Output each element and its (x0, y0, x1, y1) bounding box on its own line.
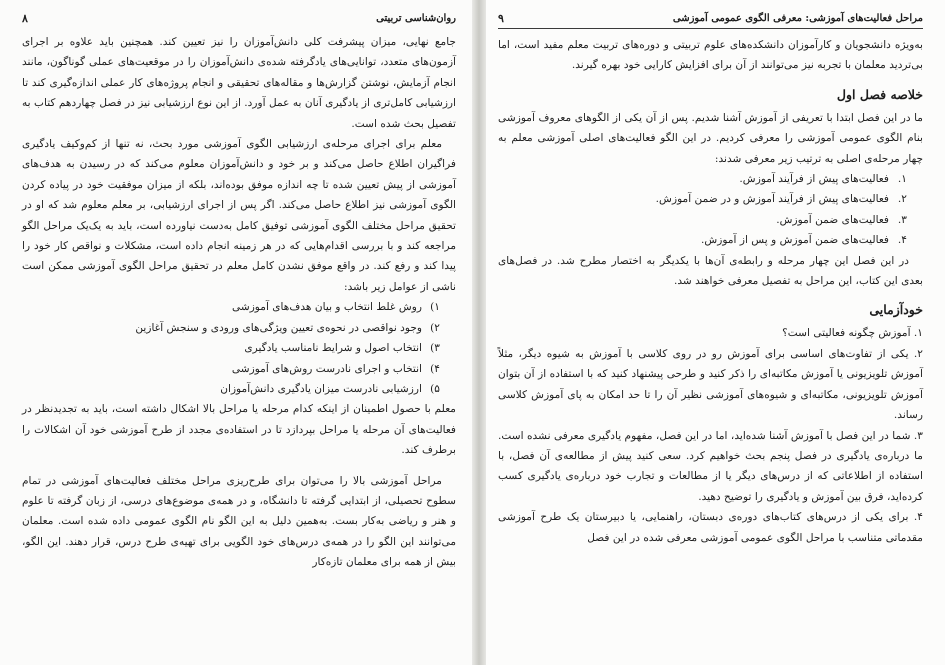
summary-heading: خلاصه فصل اول (836, 86, 923, 102)
question-3 (498, 426, 923, 508)
left-running-head: روان‌شناسی تربیتی (376, 13, 456, 24)
text-line: که با استفاده از آن بتوان آموزش تلویزیونی، مکاتبه‌ای و شیوه‌های آموزشی نظیر آن را (498, 368, 923, 401)
question-1: ۱. آموزش چگونه فعالیتی است؟ (782, 327, 923, 340)
header-rule (498, 28, 923, 29)
text-line: آورد. از این نوع ارزشیابی نیز در فصل چهاردهم کتاب به تفصیل بحث شده است. (22, 97, 456, 130)
text-line: نشده است. ما درباره‌ی یادگیری در فصل پنجم بحث خواهیم کرد. سعی کنید پیش از (498, 429, 923, 462)
list-item (22, 359, 440, 379)
text-line: ما در این فصل ابتدا با تعریفی از آموزش آشنا شدیم. پس از آن یکی از الگوهای (574, 111, 923, 124)
text-line: معلم با حصول اطمینان از اینکه کدام مرحله یا مراحل بالا اشکال داشته است، باید به (80, 403, 456, 416)
list-item (498, 169, 907, 189)
text-line: بوده‌اند، بلکه از میزان موفقیت خود در پیاده کردن الگوی آموزشی نیز اطلاع حاصل (22, 178, 456, 212)
text-line: تا حد امکان به پای آموزش کلاسی رساند. (498, 388, 923, 422)
text-line: جامع نهایی، میزان پیشرفت کلی دانش‌آموزان را نیز تعیین کند. همچنین باید علاوه بر (54, 36, 456, 48)
book-gutter (472, 0, 486, 665)
text-line: کند و با بررسی اقدام‌هایی که در هر زمینه انجام داده است، مشکلات و نواقص کار خود (34, 240, 421, 253)
list-number: ۲) (430, 321, 440, 334)
list-text: روش غلط انتخاب و بیان هدف‌های آموزشی (231, 301, 422, 314)
list-number: ۴. (897, 234, 907, 247)
summary-stage-list (498, 169, 923, 251)
text-line: کم‌وکیف یادگیری فراگیران اطلاع حاصل می‌کند و بر خود و دانش‌آموزان معلوم (22, 138, 456, 171)
text-line: مطالعه‌ی آن فصل، با استفاده از اطلاعاتی که از درس‌های دیگر یا از مطالعات و تجارب (498, 449, 923, 483)
question-2 (498, 344, 923, 426)
left-paragraph-4 (22, 471, 456, 573)
list-number: ۳) (430, 342, 440, 355)
text-line: می‌کند که در رسیدن به هدف‌های آموزشی از پیش تعیین شده تا چه اندازه موفق (22, 158, 456, 191)
list-item (22, 379, 440, 399)
list-item (22, 338, 440, 358)
list-item (22, 318, 440, 338)
text-line: می‌کند. اگر پس از اجرای ارزشیابی، بر معلم معلوم شد که او در تحقیق مراحل مختلف (22, 199, 456, 232)
text-line: عملی گوناگون، مانند انجام آزمایش، نوشتن گزارش‌ها و مقاله‌های تحقیقی و انجام (22, 56, 457, 89)
text-line: پروژه‌های کار عملی اندازه‌گیری کند تا ارزشیابی کامل‌تری از یادگیری آنان به عمل (22, 76, 456, 110)
right-page-number: ۹ (498, 12, 504, 25)
text-line: الگوی آموزشی توفیق کامل به‌دست نیاورده است، باید به یک‌یک مراحل الگو مراجعه (22, 219, 457, 253)
text-line: الگویی برای تهیه‌ی طرح درس، قرار دهند. این الگو، بیش از همه برای معلمان تازه‌کار (22, 535, 456, 569)
list-item (498, 210, 907, 230)
text-line: آموزشی مقدماتی متناسب با مراحل الگوی عمومی آموزشی معرفی شده در این فصل (498, 511, 923, 544)
list-text: فعالیت‌های پیش از فرآیند آموزش. (739, 173, 889, 186)
list-item (22, 297, 440, 317)
text-line: معروف آموزشی بنام الگوی عمومی آموزشی را معرفی کردیم. در این الگو فعالیت‌های (498, 111, 924, 145)
text-line: ۳. شما در این فصل با آموزش آشنا شده‌اید، اما در این فصل، مفهوم یادگیری معرفی (553, 429, 923, 442)
text-line: الگوی عمومی داده شده است. معلمان می‌توانند این الگو را در همه‌ی درس‌های خود (22, 515, 456, 548)
text-line: آموزشی ممکن است ناشی از عوامل زیر باشد: (22, 260, 456, 293)
list-number: ۱. (897, 173, 907, 186)
text-line: ۲. یکی از تفاوت‌های اساسی برای آموزش رو در روی کلاسی با آموزش به شیوه (546, 347, 923, 360)
list-text: فعالیت‌های پیش از فرآیند آموزش و در ضمن آموزش. (655, 193, 889, 206)
text-line: است، اما بی‌تردید معلمان با تجربه نیز می‌توانند از آن برای افزایش کارایی خود بهره (498, 39, 923, 72)
left-paragraph-2 (22, 134, 456, 297)
list-number: ۱) (430, 301, 440, 314)
self-test-heading: خودآزمایی (869, 302, 923, 318)
list-text: انتخاب اصول و شرایط نامناسب یادگیری (244, 342, 422, 355)
summary-paragraph (498, 108, 923, 169)
text-line: اشکالات را برطرف کند. (22, 423, 456, 457)
list-item (498, 230, 907, 250)
list-number: ۵) (430, 382, 440, 395)
left-factor-list (22, 297, 456, 399)
left-page-header (22, 12, 456, 28)
list-text: فعالیت‌های ضمن آموزش. (776, 213, 889, 226)
list-text: انتخاب و اجرای نادرست روش‌های آموزشی (231, 362, 422, 375)
list-number: ۴) (430, 362, 440, 375)
text-line: اجرای آزمون‌های متعدد، توانایی‌های یادگرفته شده‌ی دانش‌آموزان را در موقعیت‌های (22, 36, 456, 69)
text-line: به‌ویژه دانشجویان و کارآموزان دانشکده‌های علوم تربیتی و دوره‌های تربیت معلم مفید (543, 39, 923, 51)
text-line: آموزشی در تمام سطوح تحصیلی، از ابتدایی گرفته تا دانشگاه، و در همه‌ی موضوع‌های (22, 474, 457, 507)
text-line: معلم برای اجرای مرحله‌ی ارزشیابی الگوی آموزشی مورد بحث، نه تنها از (102, 138, 442, 151)
text-line: درسی، از زبان گرفته تا علوم و هنر و ریاضی به‌کار بست. به‌همین دلیل به این الگو نام (22, 494, 456, 528)
text-line: دیگر، مثلاً آموزش تلویزیونی یا آموزش مکاتبه‌ای را ذکر کنید و طرحی پیشنهاد کنید (498, 347, 924, 381)
text-line: را پیدا کند و رفع کند. در واقع موفق نشدن کامل معلم در تحقیق مراحل الگوی (22, 240, 456, 273)
list-number: ۲. (897, 193, 907, 206)
list-text: وجود نواقصی در نحوه‌ی تعیین ویژگی‌های ورودی و سنجش آغازین (135, 321, 422, 334)
summary-closing-paragraph (498, 251, 923, 292)
right-intro-paragraph (498, 35, 923, 76)
text-line: اصلی آموزشی معلم به چهار مرحله‌ی اصلی به ترتیب زیر معرفی شدند: (498, 132, 923, 165)
right-running-head: مراحل فعالیت‌های آموزشی: معرفی الگوی عمومی آموزشی (672, 13, 923, 24)
left-paragraph-3 (22, 399, 456, 460)
question-4 (498, 507, 923, 548)
text-line: تجدیدنظر در فعالیت‌های آن مرحله یا مراحل بپردازد تا در استفاده‌ی مجدد از طرح آموزشی خود آن (22, 403, 456, 436)
text-line: مراحل آموزشی بالا را می‌توان برای طرح‌ریزی مراحل مختلف فعالیت‌های (103, 474, 442, 487)
text-line: فصل‌های بعدی این کتاب، این مراحل به تفصیل معرفی خواهند شد. (498, 254, 923, 288)
text-line: ۴. برای یکی از درس‌های کتاب‌های دوره‌ی دبستان، راهنمایی، یا دبیرستان یک طرح (540, 511, 923, 524)
list-item (498, 189, 907, 209)
right-page (486, 0, 945, 665)
list-number: ۳. (897, 213, 907, 226)
text-line: خود درباره‌ی یادگیری کسب کرده‌اید، فرق بین آموزش و یادگیری را توضیح دهید. (498, 470, 923, 503)
list-text: فعالیت‌های ضمن آموزش و پس از آموزش. (701, 234, 889, 247)
left-page (0, 0, 472, 665)
list-text: ارزشیابی نادرست میزان یادگیری دانش‌آموزان (220, 382, 422, 395)
left-paragraph-1 (22, 32, 456, 134)
text-line: گیرند. (571, 59, 598, 72)
text-line: در این فصل این چهار مرحله و رابطه‌ی آن‌ها با یکدیگر به اختصار مطرح شد. در (542, 254, 909, 267)
right-page-header (498, 12, 923, 28)
left-page-number: ۸ (22, 12, 28, 25)
